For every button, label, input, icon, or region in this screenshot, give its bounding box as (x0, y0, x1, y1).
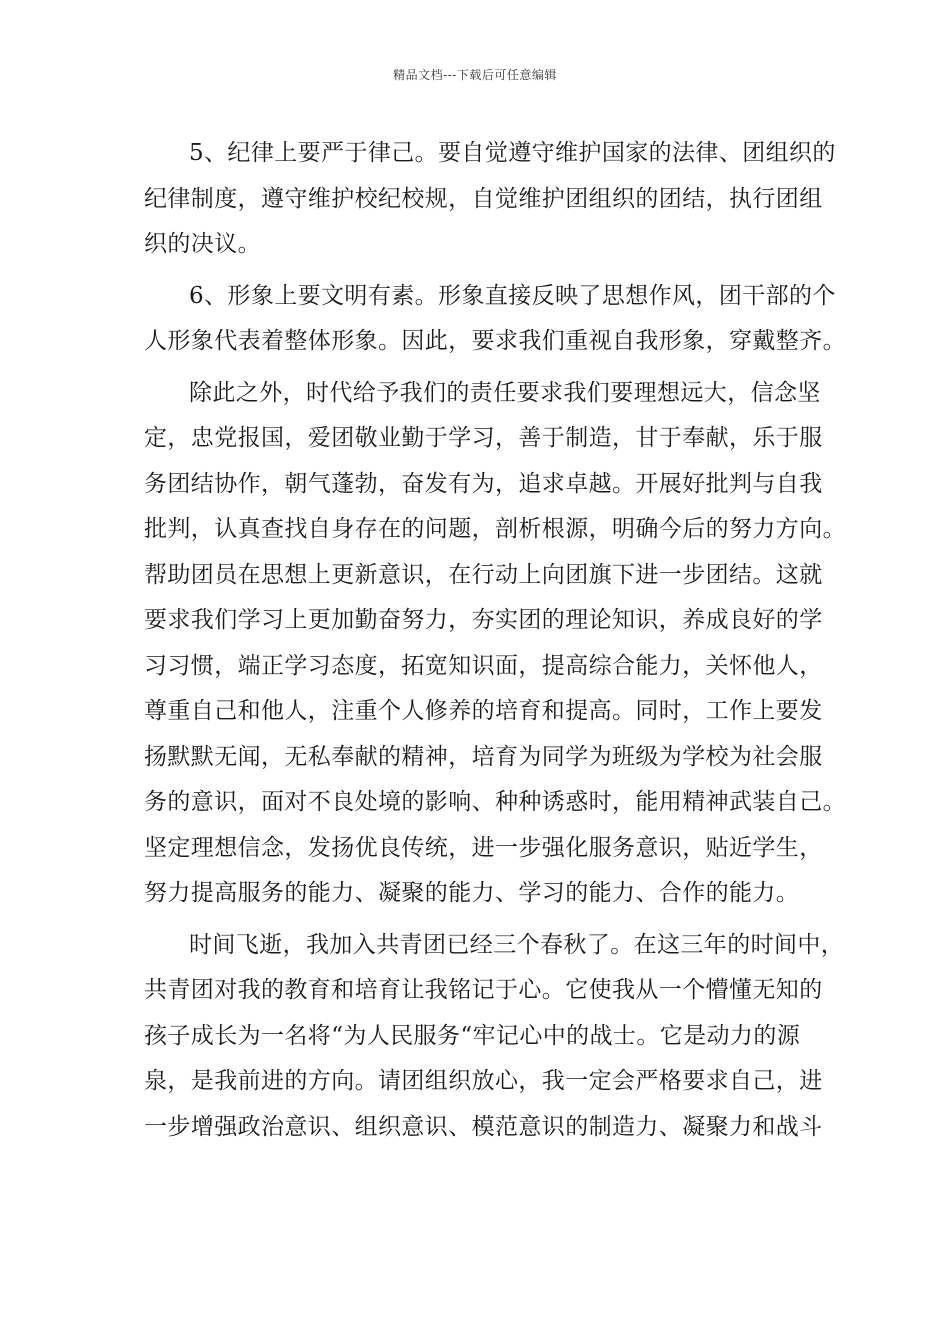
text-line: 尊重自己和他人，注重个人修养的培育和提高。同时，工作上要发 (144, 698, 823, 724)
page-header: 精品文档---下载后可任意编辑 (393, 68, 557, 82)
text-line: 孩子成长为一名将“为人民服务“牢记心中的战士。它是动力的源 (144, 1022, 801, 1049)
text-line: 人形象代表着整体形象。因此，要求我们重视自我形象，穿戴整齐。 (144, 328, 846, 354)
text-line: 5、纪律上要严于律己。要自觉遵守维护国家的法律、团组织的 (189, 140, 836, 166)
paragraph (144, 131, 836, 268)
paragraph (144, 274, 846, 365)
document-body (144, 131, 846, 1150)
text-line: 坚定理想信念，发扬优良传统，进一步强化服务意识，贴近学生， (144, 834, 823, 861)
text-line: 泉，是我前进的方向。请团组织放心，我一定会严格要求自己，进 (144, 1068, 823, 1094)
paragraph (144, 923, 845, 1151)
text-line: 除此之外，时代给予我们的责任要求我们要理想远大，信念坚 (189, 379, 821, 406)
text-line: 纪律制度，遵守维护校纪校规，自觉维护团组织的团结，执行团组 (144, 185, 823, 212)
text-line: 时间飞逝，我加入共青团已经三个春秋了。在这三年的时间中， (189, 931, 845, 958)
text-line: 习习惯，端正学习态度，拓宽知识面，提高综合能力，关怀他人， (144, 652, 823, 679)
text-line: 努力提高服务的能力、凝聚的能力、学习的能力、合作的能力。 (144, 880, 800, 906)
text-line: 定，忠党报国，爱团敬业勤于学习，善于制造，甘于奉献，乐于服 (144, 425, 823, 451)
text-line: 一步增强政治意识、组织意识、模范意识的制造力、凝聚力和战斗 (144, 1113, 823, 1140)
text-line: 共青团对我的教育和培育让我铭记于心。它使我从一个懵懂无知的 (144, 977, 823, 1003)
text-line: 批判，认真查找自身存在的问题，剖析根源，明确今后的努力方向。 (144, 516, 846, 542)
text-line: 6、形象上要文明有素。形象直接反映了思想作风，团干部的个 (189, 282, 836, 309)
text-line: 要求我们学习上更加勤奋努力，夯实团的理论知识，养成良好的学 (144, 607, 823, 633)
text-line: 帮助团员在思想上更新意识，在行动上向团旗下进一步团结。这就 (144, 561, 823, 588)
text-line: 织的决议。 (144, 231, 261, 257)
text-line: 务的意识，面对不良处境的影响、种种诱惑时，能用精神武装自己。 (144, 789, 846, 815)
text-line: 务团结协作，朝气蓬勃，奋发有为，追求卓越。开展好批判与自我 (144, 470, 823, 497)
paragraph (144, 371, 846, 917)
text-line: 扬默默无闻，无私奉献的精神，培育为同学为班级为学校为社会服 (144, 743, 823, 770)
